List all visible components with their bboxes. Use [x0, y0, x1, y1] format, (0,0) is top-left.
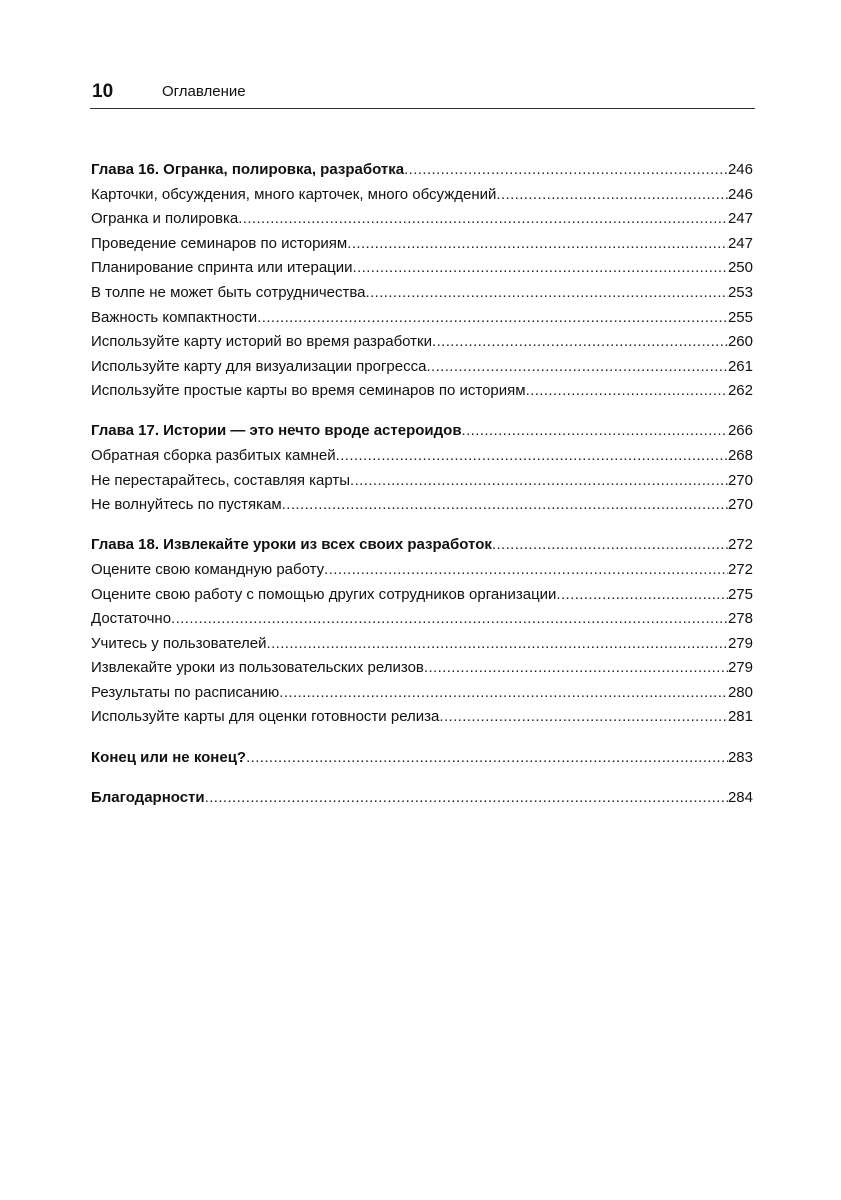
toc-page-number: 275 — [727, 585, 753, 603]
dot-leader — [366, 281, 728, 306]
toc-entry-title: Проведение семинаров по историям — [91, 234, 348, 252]
toc-entry-title: Карточки, обсуждения, много карточек, много обсуждений — [91, 185, 497, 203]
dot-leader — [424, 656, 728, 681]
toc-entry-title: Благодарности — [91, 788, 205, 806]
toc-entry — [91, 306, 753, 331]
toc-entry-title: В толпе не может быть сотрудничества — [91, 283, 366, 301]
dot-leader — [426, 355, 728, 380]
toc-entry-title: Извлекайте уроки из пользовательских релизов — [91, 659, 424, 677]
toc-entry-title: Конец или не конец? — [91, 748, 247, 766]
toc-page-number: 272 — [727, 536, 753, 554]
toc-entry-title: Не волнуйтесь по пустякам — [91, 496, 282, 514]
toc-page-number: 261 — [727, 357, 753, 375]
toc-entry-title: Глава 17. Истории — это нечто вроде астероидов — [91, 422, 462, 440]
toc-page-number: 247 — [727, 234, 753, 252]
toc-entry — [91, 681, 753, 706]
toc-page-number: 279 — [727, 634, 753, 652]
toc-entry-title: Используйте карту для визуализации прогресса — [91, 357, 427, 375]
dot-leader — [462, 419, 728, 444]
toc-entry — [91, 355, 753, 380]
toc-chapter-entry — [91, 746, 753, 771]
dot-leader — [246, 746, 728, 771]
toc-entry-title: Оцените свою командную работу — [91, 560, 325, 578]
dot-leader — [205, 786, 728, 811]
toc-entry-title: Планирование спринта или итерации — [91, 259, 353, 277]
dot-leader — [324, 558, 728, 583]
toc-entry-title: Огранка и полировка — [91, 210, 239, 228]
toc-page-number: 266 — [727, 422, 753, 440]
toc-page-number: 262 — [727, 382, 753, 400]
toc-entry-title: Достаточно — [91, 610, 172, 628]
dot-leader — [279, 681, 728, 706]
dot-leader — [267, 632, 728, 657]
toc-entry — [91, 379, 753, 404]
dot-leader — [556, 583, 728, 608]
toc-entry — [91, 207, 753, 232]
toc-page-number: 247 — [727, 210, 753, 228]
toc-entry-title: Важность компактности — [91, 308, 258, 326]
dot-leader — [404, 158, 728, 183]
toc-entry — [91, 656, 753, 681]
toc-page-number: 246 — [727, 161, 753, 178]
dot-leader — [439, 705, 728, 730]
toc-entry-title: Не перестарайтесь, составляя карты — [91, 471, 351, 489]
toc-page-number: 283 — [727, 748, 753, 766]
toc-section — [91, 746, 753, 771]
dot-leader — [171, 607, 728, 632]
toc-entry — [91, 232, 753, 257]
toc-entry — [91, 493, 753, 518]
toc-page-number: 255 — [727, 308, 753, 326]
toc-chapter-entry — [91, 533, 753, 558]
toc-section — [91, 533, 753, 730]
toc-entry-title: Используйте карту историй во время разработки — [91, 333, 432, 351]
toc-entry-title: Оцените свою работу с помощью других сотрудников организации — [91, 585, 557, 603]
toc-entry-title: Глава 16. Огранка, полировка, разработка — [91, 161, 405, 178]
toc-entry — [91, 607, 753, 632]
toc-page-number: 272 — [727, 560, 753, 578]
toc-entry — [91, 632, 753, 657]
toc-entry — [91, 469, 753, 494]
dot-leader — [526, 379, 728, 404]
dot-leader — [492, 533, 728, 558]
toc-page-number: 270 — [727, 471, 753, 489]
dot-leader — [496, 183, 728, 208]
toc-entry-title: Используйте карты для оценки готовности релиза — [91, 708, 440, 726]
toc-page-number: 260 — [727, 333, 753, 351]
page-header — [90, 78, 755, 109]
table-of-contents — [91, 158, 753, 826]
toc-entry-title: Обратная сборка разбитых камней — [91, 447, 336, 465]
toc-chapter-entry — [91, 419, 753, 444]
toc-chapter-entry — [91, 158, 753, 183]
toc-entry — [91, 583, 753, 608]
page-number: 10 — [92, 81, 114, 102]
toc-chapter-entry — [91, 786, 753, 811]
toc-entry — [91, 183, 753, 208]
running-head: Оглавление — [162, 83, 246, 100]
dot-leader — [282, 493, 728, 518]
toc-entry — [91, 330, 753, 355]
toc-page-number: 268 — [727, 447, 753, 465]
toc-page-number: 280 — [727, 683, 753, 701]
toc-page-number: 246 — [727, 185, 753, 203]
dot-leader — [238, 207, 728, 232]
toc-entry-title: Результаты по расписанию — [91, 683, 280, 701]
toc-entry — [91, 705, 753, 730]
toc-entry — [91, 281, 753, 306]
dot-leader — [347, 232, 728, 257]
dot-leader — [432, 330, 728, 355]
dot-leader — [336, 444, 728, 469]
toc-entry-title: Используйте простые карты во время семинаров по историям — [91, 382, 526, 400]
toc-section — [91, 419, 753, 517]
toc-page-number: 284 — [727, 788, 753, 806]
dot-leader — [353, 256, 728, 281]
toc-entry-title: Глава 18. Извлекайте уроки из всех своих разработок — [91, 536, 492, 554]
toc-entry — [91, 444, 753, 469]
toc-section — [91, 786, 753, 811]
toc-page-number: 253 — [727, 283, 753, 301]
dot-leader — [257, 306, 728, 331]
toc-page-number: 250 — [727, 259, 753, 277]
toc-page-number: 278 — [727, 610, 753, 628]
toc-page-number: 279 — [727, 659, 753, 677]
dot-leader — [350, 469, 728, 494]
toc-section — [91, 158, 753, 404]
toc-page-number: 281 — [727, 708, 753, 726]
toc-entry — [91, 558, 753, 583]
toc-entry-title: Учитесь у пользователей — [91, 634, 267, 652]
toc-entry — [91, 256, 753, 281]
toc-page-number: 270 — [727, 496, 753, 514]
